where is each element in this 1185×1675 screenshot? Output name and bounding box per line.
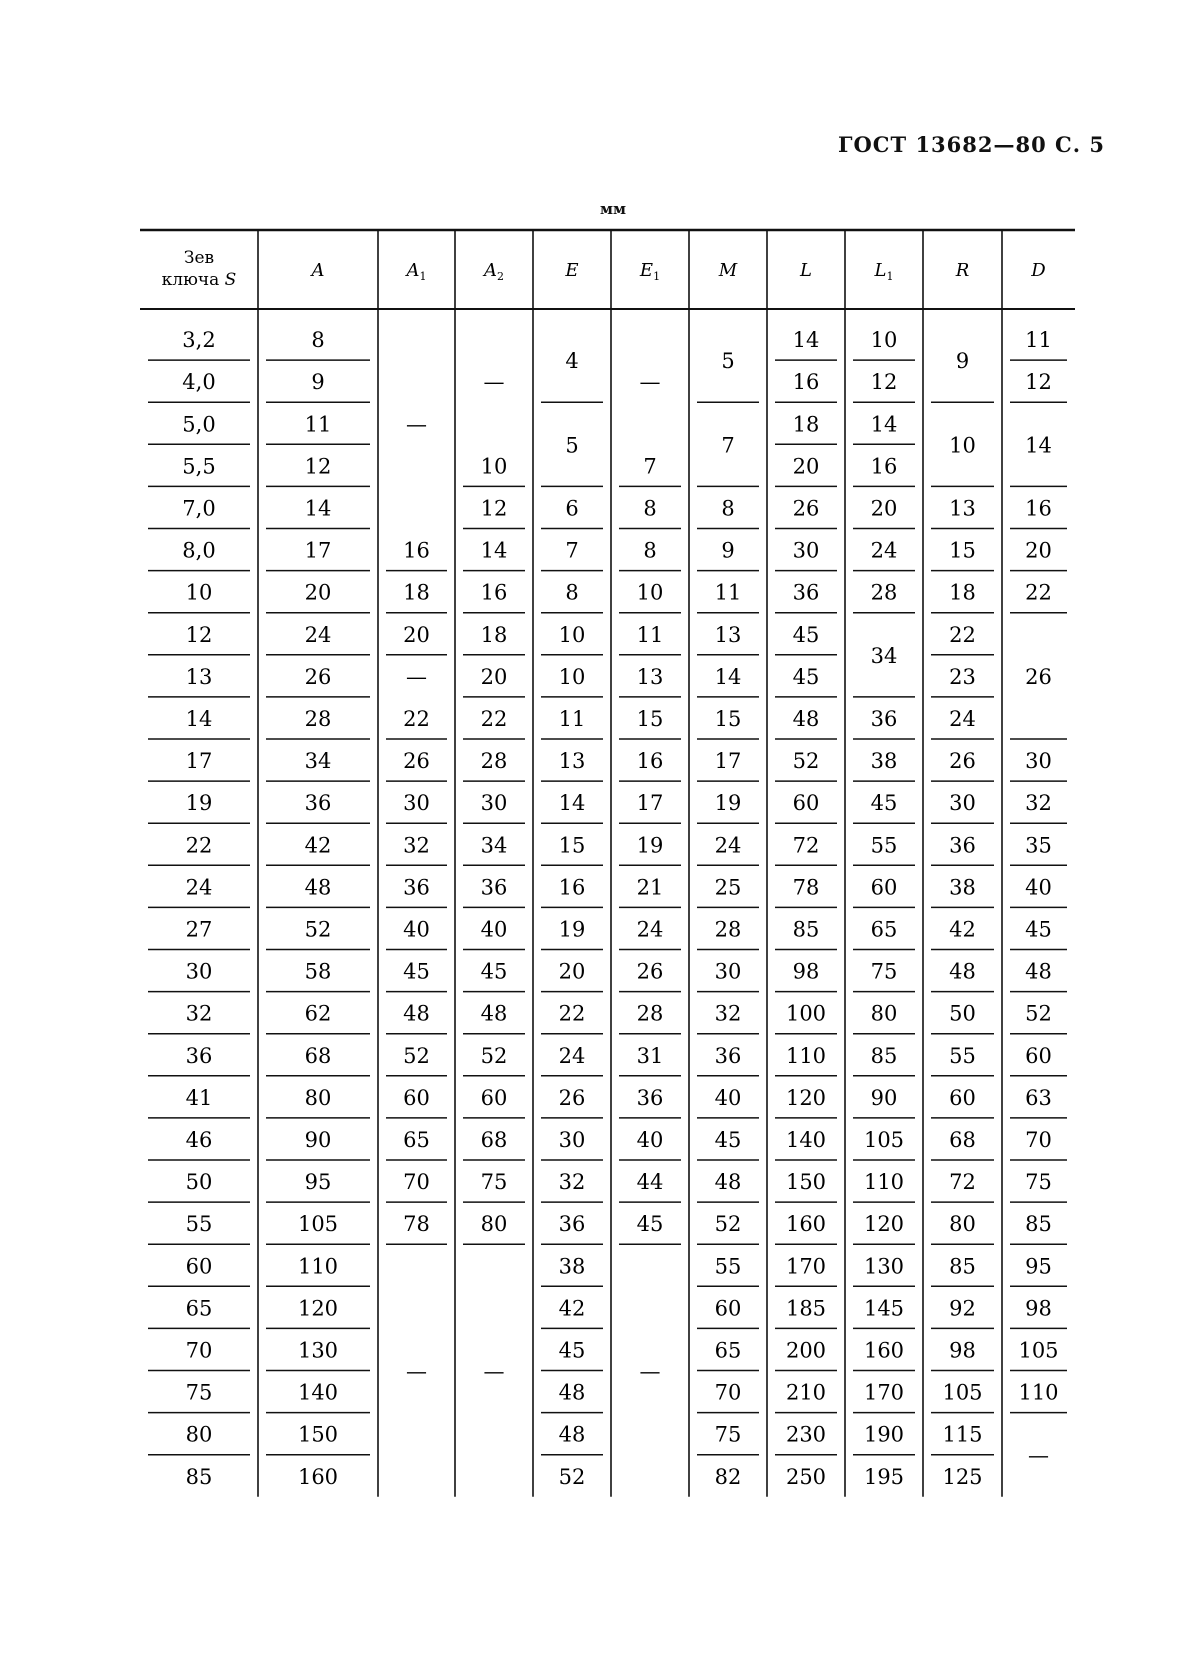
table-cell: 26: [636, 959, 664, 984]
table-cell: —: [406, 1359, 427, 1384]
table-cell: 195: [863, 1464, 905, 1489]
table-cell: 60: [403, 1085, 430, 1110]
table-cell: 48: [304, 875, 332, 900]
table-cell: 190: [863, 1422, 905, 1447]
table-cell: 85: [1025, 1212, 1052, 1237]
table-cell: 19: [185, 791, 213, 816]
table-cell: 36: [185, 1043, 213, 1068]
table-cell: 22: [949, 622, 976, 647]
table-cell: 60: [185, 1254, 213, 1279]
table-cell: 13: [558, 749, 586, 774]
table-cell: 105: [942, 1380, 983, 1405]
table-cell: 42: [949, 917, 976, 942]
table-cell: 15: [949, 538, 976, 563]
table-cell: 55: [714, 1254, 742, 1279]
table-cell: 28: [304, 706, 332, 731]
table-cell: 70: [403, 1170, 430, 1195]
table-cell: 98: [1025, 1296, 1052, 1321]
table-cell: 36: [949, 833, 976, 858]
table-cell: 17: [185, 749, 213, 774]
table-cell: 44: [636, 1170, 664, 1195]
table-cell: 32: [1025, 791, 1052, 816]
table-cell: 20: [304, 580, 332, 605]
header-cell-label: $E_1$: [639, 260, 661, 283]
table-cell: 36: [792, 580, 820, 605]
table-cell: 50: [949, 1001, 976, 1026]
header-cell-label: D: [1031, 260, 1046, 281]
table-cell: 36: [636, 1085, 664, 1110]
table-cell: 20: [792, 454, 820, 479]
table-cell: 68: [949, 1127, 976, 1152]
table-cell: 22: [403, 706, 430, 731]
table-cell: 8: [311, 328, 325, 353]
table-cell: 65: [870, 917, 898, 942]
table-cell: 55: [870, 833, 898, 858]
table-cell: 45: [480, 959, 508, 984]
table-cell: 36: [480, 875, 508, 900]
table-cell: 26: [304, 664, 332, 689]
table-cell: 32: [558, 1170, 586, 1195]
table-cell: 10: [870, 328, 898, 353]
table-cell: 45: [792, 664, 820, 689]
table-cell: 24: [714, 833, 742, 858]
table-cell: 70: [185, 1338, 213, 1363]
table-cell: 24: [558, 1043, 586, 1068]
table-cell: 60: [870, 875, 898, 900]
table-cell: 48: [714, 1170, 742, 1195]
table-cell: 60: [1025, 1043, 1052, 1068]
table-cell: 17: [304, 538, 332, 563]
table-cell: 48: [558, 1380, 586, 1405]
table-cell: 170: [785, 1254, 827, 1279]
table-cell: 40: [714, 1085, 742, 1110]
table-cell: 120: [863, 1212, 905, 1237]
table-cell: 40: [403, 917, 430, 942]
table-cell: 38: [949, 875, 976, 900]
table-cell: 120: [297, 1296, 339, 1321]
table-cell: 30: [949, 791, 976, 816]
table-cell: 34: [480, 833, 508, 858]
table-cell: 110: [785, 1043, 827, 1068]
table-cell: 48: [558, 1422, 586, 1447]
table-cell: 105: [863, 1127, 905, 1152]
table-cell: 52: [403, 1043, 430, 1068]
table-cell: 95: [1025, 1254, 1052, 1279]
table-cell: 45: [870, 791, 898, 816]
table-cell: —: [483, 1359, 505, 1384]
table-cell: 80: [185, 1422, 213, 1447]
table-cell: 25: [714, 875, 742, 900]
table-cell: 8: [565, 580, 579, 605]
header-cell-label: ключа S: [161, 270, 237, 290]
table-cell: 11: [304, 412, 332, 437]
table-cell: 52: [480, 1043, 508, 1068]
table-cell: 32: [185, 1001, 213, 1026]
document-header: ГОСТ 13682—80 С. 5: [838, 132, 1105, 157]
table-cell: 16: [870, 454, 898, 479]
table-cell: 52: [1025, 1001, 1052, 1026]
table-cell: —: [406, 412, 427, 437]
table-cell: 12: [870, 370, 898, 395]
table-cell: 45: [558, 1338, 586, 1363]
table-cell: 13: [185, 664, 213, 689]
table-cell: 28: [870, 580, 898, 605]
table-cell: 27: [185, 917, 213, 942]
table-cell: 12: [185, 622, 213, 647]
table-cell: 20: [558, 959, 586, 984]
table-cell: 20: [480, 664, 508, 689]
table-cell: 15: [558, 833, 586, 858]
table-cell: 38: [870, 749, 898, 774]
table-cell: 10: [480, 454, 508, 479]
table-cell: 16: [792, 370, 820, 395]
table-cell: 28: [480, 749, 508, 774]
table-cell: 60: [949, 1085, 976, 1110]
table-cell: 20: [870, 496, 898, 521]
header-cell-label: M: [718, 260, 738, 281]
table-cell: 22: [480, 706, 508, 731]
table-cell: 12: [1025, 370, 1052, 395]
table-cell: 16: [558, 875, 586, 900]
header-cell-label: $A_2$: [484, 260, 504, 283]
table-cell: 36: [403, 875, 430, 900]
table-cell: 78: [403, 1212, 430, 1237]
table-cell: 16: [480, 580, 508, 605]
table-cell: 22: [185, 833, 213, 858]
table-cell: 10: [558, 664, 586, 689]
table-cell: 11: [714, 580, 742, 605]
table-cell: 52: [714, 1212, 742, 1237]
table-cell: 75: [870, 959, 898, 984]
table-cell: 60: [480, 1085, 508, 1110]
table-cell: 18: [949, 580, 976, 605]
header-cell-label: $L_1$: [874, 260, 894, 283]
table-cell: 22: [1025, 580, 1052, 605]
table-cell: 48: [1025, 959, 1052, 984]
table-cell: 125: [942, 1464, 983, 1489]
table-cell: —: [639, 1359, 661, 1384]
table-cell: 68: [480, 1127, 508, 1152]
table-cell: 8,0: [182, 538, 216, 563]
header-cell-label: L: [800, 260, 812, 281]
table-cell: 250: [785, 1464, 827, 1489]
table-cell: 10: [949, 433, 976, 458]
table-cell: 41: [185, 1085, 213, 1110]
table-cell: 31: [636, 1043, 664, 1068]
table-cell: 150: [297, 1422, 339, 1447]
table-cell: 30: [1025, 749, 1052, 774]
table-cell: 75: [714, 1422, 742, 1447]
table-cell: 80: [304, 1085, 332, 1110]
table-cell: 65: [185, 1296, 213, 1321]
table-cell: 15: [636, 706, 664, 731]
table-cell: 11: [558, 706, 586, 731]
table-cell: 82: [714, 1464, 742, 1489]
header-cell-label: E: [565, 260, 579, 281]
table-cell: 36: [714, 1043, 742, 1068]
table-cell: 32: [403, 833, 430, 858]
table-cell: 63: [1025, 1085, 1052, 1110]
table-cell: 5,5: [182, 454, 216, 479]
table-cell: 80: [480, 1212, 508, 1237]
table-cell: 45: [636, 1212, 664, 1237]
table-cell: 80: [949, 1212, 976, 1237]
table-cell: 160: [785, 1212, 827, 1237]
table-cell: 52: [792, 749, 820, 774]
table-cell: 40: [636, 1127, 664, 1152]
table-cell: 110: [863, 1170, 905, 1195]
table-cell: 22: [558, 1001, 586, 1026]
table-cell: 14: [1025, 433, 1052, 458]
table-cell: 23: [949, 664, 976, 689]
table-cell: 65: [714, 1338, 742, 1363]
table-cell: 68: [304, 1043, 332, 1068]
table-cell: 36: [558, 1212, 586, 1237]
table-cell: 48: [949, 959, 976, 984]
table-cell: 21: [636, 875, 664, 900]
table-cell: 18: [792, 412, 820, 437]
table-cell: 160: [297, 1464, 339, 1489]
table-cell: 98: [949, 1338, 976, 1363]
table-cell: 20: [1025, 538, 1052, 563]
table-cell: 34: [870, 643, 898, 668]
table-cell: 13: [714, 622, 742, 647]
table-cell: 4,0: [182, 370, 216, 395]
table-cell: 16: [1025, 496, 1052, 521]
table-cell: 11: [1025, 328, 1052, 353]
table-cell: 15: [714, 706, 742, 731]
table-cell: 105: [1018, 1338, 1059, 1363]
table-cell: 26: [558, 1085, 586, 1110]
table-cell: 8: [643, 496, 657, 521]
table-cell: 75: [1025, 1170, 1052, 1195]
table-cell: 18: [403, 580, 430, 605]
table-cell: 19: [636, 833, 664, 858]
table-cell: 50: [185, 1170, 213, 1195]
table-cell: 48: [403, 1001, 430, 1026]
table-cell: 45: [714, 1127, 742, 1152]
table-cell: 85: [185, 1464, 213, 1489]
table-cell: 42: [304, 833, 332, 858]
table-cell: 26: [949, 749, 976, 774]
table-cell: 17: [714, 749, 742, 774]
table-cell: 24: [636, 917, 664, 942]
table-cell: 38: [558, 1254, 586, 1279]
table-cell: —: [639, 370, 661, 395]
table-cell: 35: [1025, 833, 1052, 858]
table-cell: 40: [480, 917, 508, 942]
table-cell: 28: [714, 917, 742, 942]
table-cell: —: [483, 370, 505, 395]
table-cell: 7: [565, 538, 579, 563]
table-cell: 30: [403, 791, 430, 816]
table-cell: 5,0: [182, 412, 216, 437]
table-cell: 19: [714, 791, 742, 816]
table-cell: 48: [480, 1001, 508, 1026]
table-cell: 9: [721, 538, 735, 563]
table-cell: 98: [792, 959, 820, 984]
table-cell: 11: [636, 622, 664, 647]
table-cell: 30: [714, 959, 742, 984]
table-cell: 100: [785, 1001, 827, 1026]
table-cell: 40: [1025, 875, 1052, 900]
table-cell: 24: [304, 622, 332, 647]
table-cell: 3,2: [182, 328, 216, 353]
table-cell: 24: [949, 706, 976, 731]
table-cell: 18: [480, 622, 508, 647]
table-cell: 36: [870, 706, 898, 731]
table-cell: 70: [714, 1380, 742, 1405]
table-cell: 85: [949, 1254, 976, 1279]
table-cell: 42: [558, 1296, 586, 1321]
table-cell: —: [406, 664, 427, 689]
table-cell: 13: [636, 664, 664, 689]
table-cell: 145: [863, 1296, 905, 1321]
table-cell: 10: [185, 580, 213, 605]
table-cell: 80: [870, 1001, 898, 1026]
table-cell: 55: [185, 1212, 213, 1237]
table-cell: 46: [185, 1127, 213, 1152]
table-cell: 17: [636, 791, 664, 816]
table-cell: 14: [558, 791, 586, 816]
table-cell: 110: [297, 1254, 339, 1279]
table-cell: 85: [792, 917, 820, 942]
table-cell: 26: [1025, 664, 1052, 689]
table-cell: 7,0: [182, 496, 216, 521]
table-cell: 75: [480, 1170, 508, 1195]
table-cell: 150: [785, 1170, 827, 1195]
table-cell: 120: [785, 1085, 827, 1110]
table-cell: 5: [565, 433, 579, 458]
table-cell: 78: [792, 875, 820, 900]
table-cell: 8: [721, 496, 735, 521]
table-cell: 60: [714, 1296, 742, 1321]
table-cell: 95: [304, 1170, 332, 1195]
table-cell: 210: [785, 1380, 827, 1405]
table-cell: 90: [870, 1085, 898, 1110]
table-cell: 7: [721, 433, 735, 458]
table-cell: 130: [863, 1254, 905, 1279]
table-cell: 62: [304, 1001, 332, 1026]
table-cell: 130: [297, 1338, 339, 1363]
table-cell: —: [1028, 1443, 1049, 1468]
table-cell: 34: [304, 749, 332, 774]
table-cell: 58: [304, 959, 332, 984]
table-cell: 65: [403, 1127, 430, 1152]
table-cell: 160: [863, 1338, 905, 1363]
header-cell-label: R: [955, 260, 970, 281]
table-cell: 7: [643, 454, 657, 479]
table-cell: 8: [643, 538, 657, 563]
table-cell: 14: [714, 664, 742, 689]
table-cell: 5: [721, 349, 735, 374]
table-cell: 52: [558, 1464, 586, 1489]
table-cell: 90: [304, 1127, 332, 1152]
header-cell-label: A: [311, 260, 325, 281]
table-cell: 75: [185, 1380, 213, 1405]
table-cell: 45: [403, 959, 430, 984]
table-cell: 9: [955, 349, 970, 374]
table-cell: 200: [785, 1338, 827, 1363]
table-cell: 13: [949, 496, 976, 521]
table-cell: 52: [304, 917, 332, 942]
table-cell: 16: [403, 538, 430, 563]
table-cell: 26: [792, 496, 820, 521]
table-cell: 24: [870, 538, 898, 563]
table-cell: 185: [785, 1296, 827, 1321]
table-cell: 16: [636, 749, 664, 774]
table-cell: 55: [949, 1043, 976, 1068]
table-cell: 85: [870, 1043, 898, 1068]
table-cell: 45: [1025, 917, 1052, 942]
table-cell: 14: [792, 328, 820, 353]
table-cell: 48: [792, 706, 820, 731]
table-cell: 30: [792, 538, 820, 563]
table-cell: 70: [1025, 1127, 1052, 1152]
table-cell: 92: [949, 1296, 976, 1321]
table-cell: 60: [792, 791, 820, 816]
header-cell-label: Зев: [183, 248, 215, 268]
table-cell: 28: [636, 1001, 664, 1026]
header-cell-label: $A_1$: [406, 260, 427, 283]
table-cell: 30: [558, 1127, 586, 1152]
table-cell: 12: [304, 454, 332, 479]
table-cell: 14: [185, 706, 213, 731]
table-cell: 36: [304, 791, 332, 816]
table-cell: 12: [480, 496, 508, 521]
table-cell: 105: [297, 1212, 339, 1237]
table-cell: 72: [949, 1170, 976, 1195]
table-cell: 170: [863, 1380, 905, 1405]
table-cell: 32: [714, 1001, 742, 1026]
table-cell: 14: [304, 496, 332, 521]
table-cell: 10: [558, 622, 586, 647]
table-cell: 72: [792, 833, 820, 858]
table-cell: 19: [558, 917, 586, 942]
table-cell: 9: [311, 370, 325, 395]
table-cell: 140: [785, 1127, 827, 1152]
table-cell: 26: [403, 749, 430, 774]
table-cell: 14: [870, 412, 898, 437]
table-cell: 30: [185, 959, 213, 984]
table-cell: 14: [480, 538, 508, 563]
table-cell: 45: [792, 622, 820, 647]
table-cell: 110: [1018, 1380, 1059, 1405]
table-cell: 140: [297, 1380, 339, 1405]
table-cell: 10: [636, 580, 664, 605]
unit-label: мм: [600, 200, 627, 218]
table-cell: 4: [565, 349, 579, 374]
table-cell: 115: [942, 1422, 983, 1447]
table-cell: 20: [403, 622, 430, 647]
table-cell: 6: [565, 496, 579, 521]
table-cell: 230: [785, 1422, 827, 1447]
table-cell: 30: [480, 791, 508, 816]
table-cell: 24: [185, 875, 213, 900]
